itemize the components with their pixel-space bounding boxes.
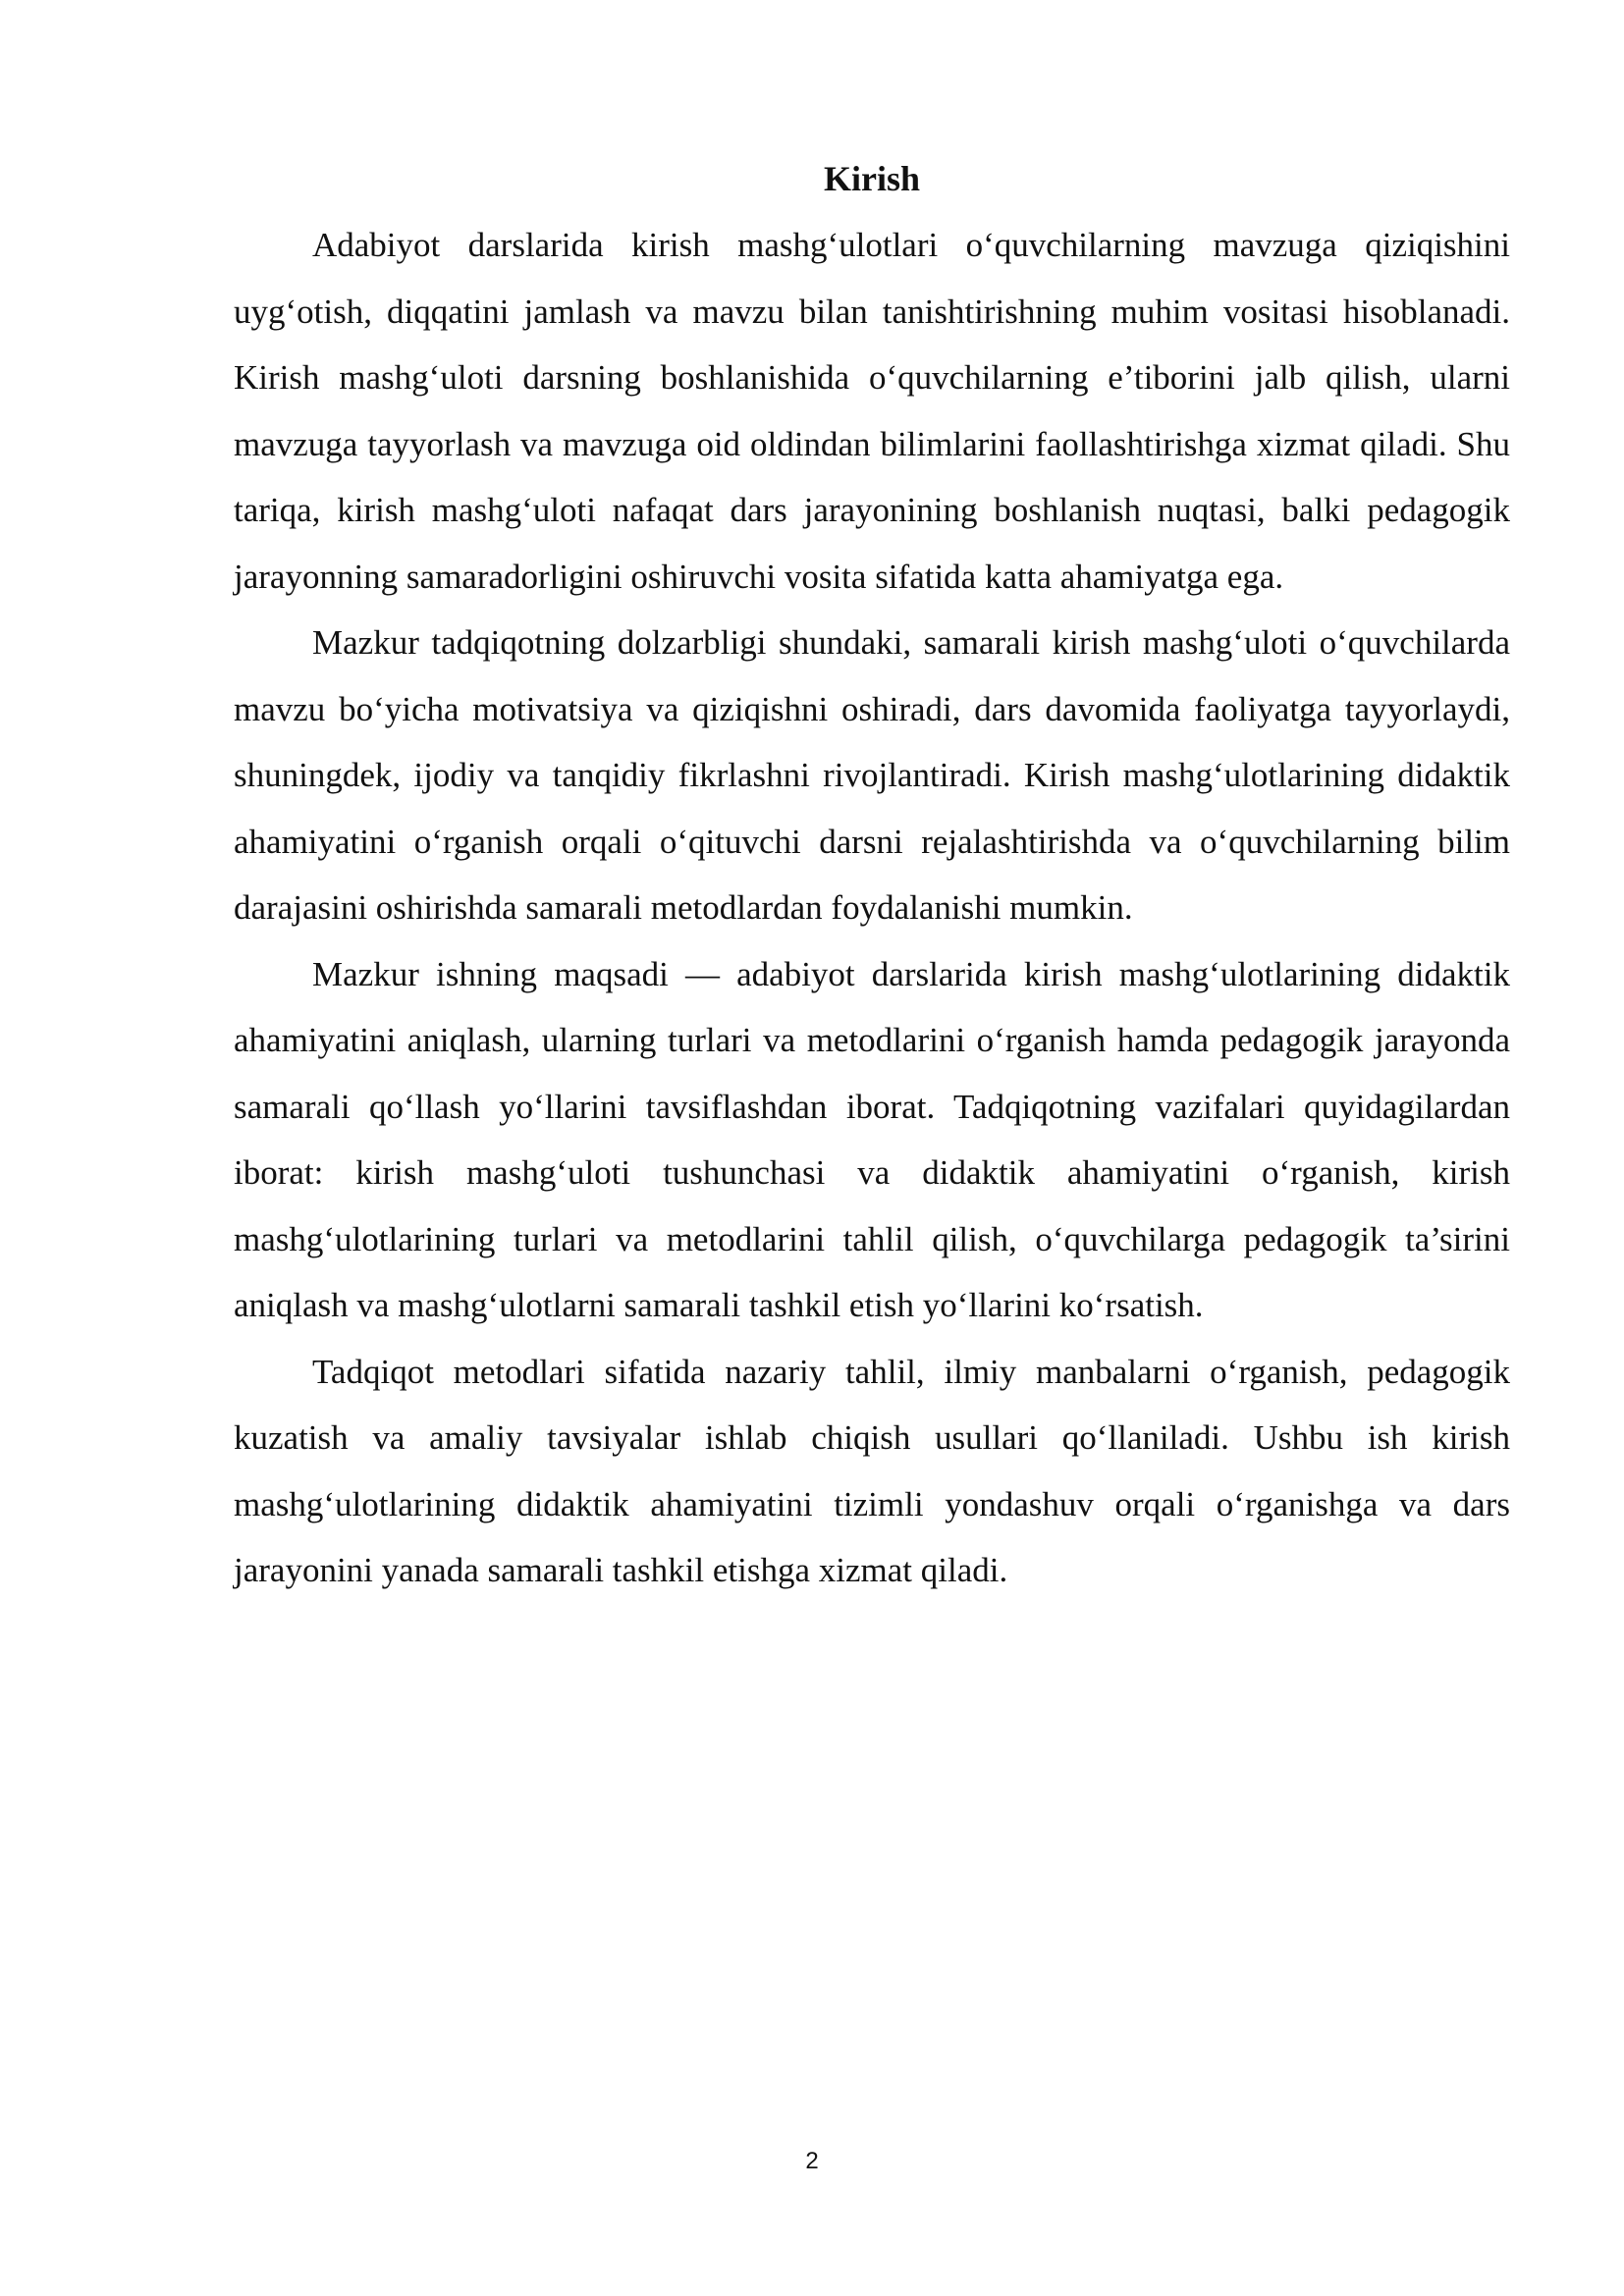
- paragraph-relevance: Mazkur tadqiqotning dolzarbligi shundaki, samarali kirish mashg‘uloti o‘quvchilarda mavzu bo‘yicha motivatsiya va qiziqishni oshiradi, dars davomida faoliyatga tayyorlaydi, shuningdek, ijodiy va tanqidiy fikrlashni rivojlantiradi. Kirish mashg‘ulotlarining didaktik ahamiyatini o‘rganish orqali o‘qituvchi darsni rejalashtirishda va o‘quvchilarning bilim darajasini oshirishda samarali metodlardan foydalanishi mumkin.: [234, 623, 1510, 927]
- page-number: 2: [805, 2148, 819, 2174]
- paragraph-purpose: Mazkur ishning maqsadi — adabiyot darslarida kirish mashg‘ulotlarining didaktik ahamiyatini aniqlash, ularning turlari va metodlarini o‘rganish hamda pedagogik jarayonda samarali qo‘llash yo‘llarini tavsiflashdan iborat. Tadqiqotning vazifalari quyidagilardan iborat: kirish mashg‘uloti tushunchasi va didaktik ahamiyatini o‘rganish, kirish mashg‘ulotlarining turlari va metodlarini tahlil qilish, o‘quvchilarga pedagogik ta’sirini aniqlash va mashg‘ulotlarni samarali tashkil etish yo‘llarini ko‘rsatish.: [234, 954, 1510, 1324]
- document-body: [234, 145, 1510, 1604]
- paragraph-intro: Adabiyot darslarida kirish mashg‘ulotlari o‘quvchilarning mavzuga qiziqishini uyg‘otish, diqqatini jamlash va mavzu bilan tanishtirishning muhim vositasi hisoblanadi. Kirish mashg‘uloti darsning boshlanishida o‘quvchilarning e’tiborini jalb qilish, ularni mavzuga tayyorlash va mavzuga oid oldindan bilimlarini faollashtirishga xizmat qiladi. Shu tariqa, kirish mashg‘uloti nafaqat dars jarayonining boshlanish nuqtasi, balki pedagogik jarayonning samaradorligini oshiruvchi vosita sifatida katta ahamiyatga ega.: [234, 226, 1510, 596]
- section-title: Kirish: [823, 159, 920, 198]
- paragraph-methods: Tadqiqot metodlari sifatida nazariy tahlil, ilmiy manbalarni o‘rganish, pedagogik kuzatish va amaliy tavsiyalar ishlab chiqish usullari qo‘llaniladi. Ushbu ish kirish mashg‘ulotlarining didaktik ahamiyatini tizimli yondashuv orqali o‘rganishga va dars jarayonini yanada samarali tashkil etishga xizmat qiladi.: [234, 1352, 1510, 1589]
